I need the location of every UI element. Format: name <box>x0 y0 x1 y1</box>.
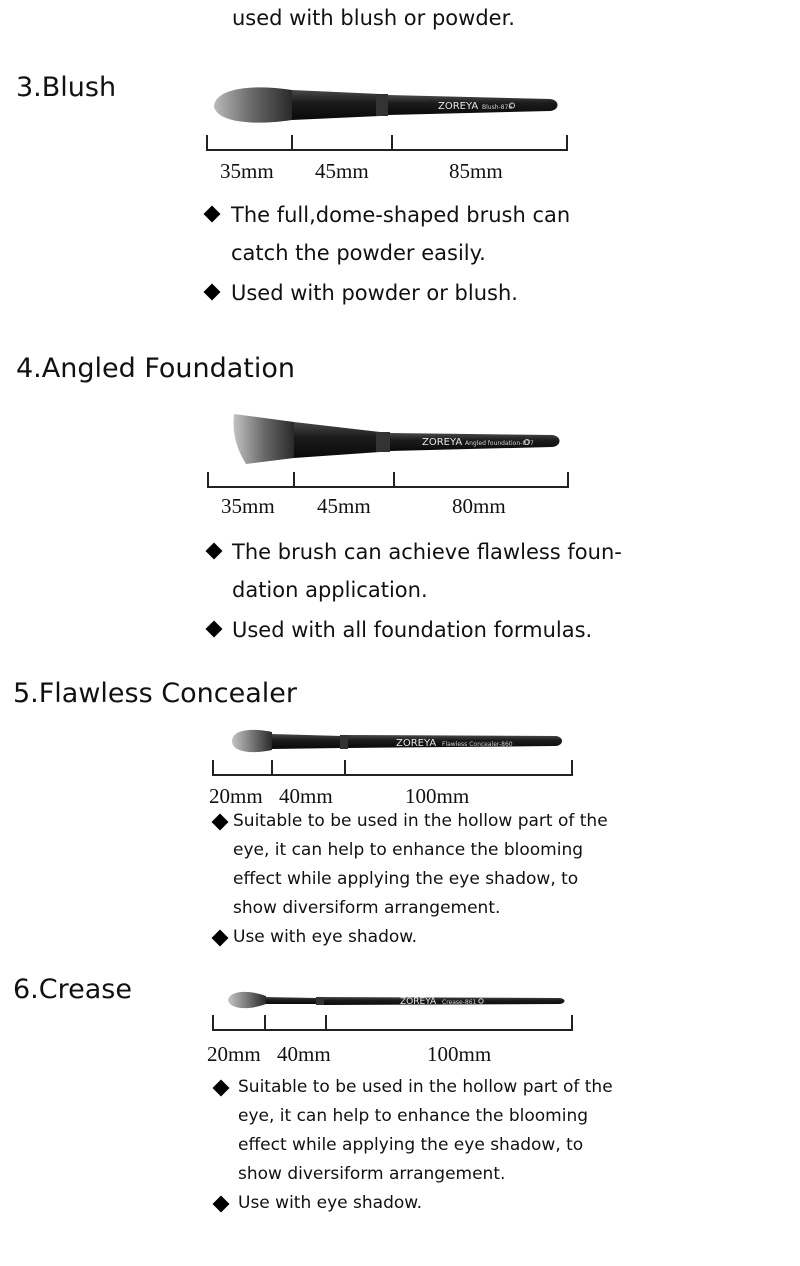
bullet-diamond-icon <box>213 1080 230 1097</box>
crease-measure-bristle: 20mm <box>207 1042 261 1066</box>
flawless-concealer-ruler <box>212 758 573 776</box>
blush-measure-handle: 85mm <box>449 159 503 183</box>
angled-foundation-measure-bristle: 35mm <box>221 494 275 518</box>
section-title-crease: 6.Crease <box>13 974 132 1005</box>
angled-foundation-measure-handle: 80mm <box>452 494 506 518</box>
blush-brand-label: ZOREYA <box>438 101 479 112</box>
angled-foundation-bullet-1: The brush can achieve flawless foun- dation application. <box>232 540 622 602</box>
bullet-diamond-icon <box>204 206 221 223</box>
blush-measure-ferrule: 45mm <box>315 159 369 183</box>
angled-foundation-ruler <box>207 470 569 488</box>
angled-foundation-ferrule <box>294 422 380 458</box>
angled-foundation-measure-ferrule: 45mm <box>317 494 371 518</box>
flawless-concealer-model-label: Flawless Concealer-860 <box>442 741 513 748</box>
crease-crimp <box>316 997 324 1005</box>
flawless-concealer-measure-bristle: 20mm <box>209 784 263 808</box>
crease-bullet-2: Use with eye shadow. <box>238 1193 423 1213</box>
blush-ferrule <box>292 90 380 120</box>
section-title-flawless-concealer: 5.Flawless Concealer <box>13 678 297 709</box>
bullet-diamond-icon <box>206 621 223 638</box>
bullet-diamond-icon <box>212 930 229 947</box>
blush-bullet-2: Used with powder or blush. <box>231 281 518 305</box>
angled-foundation-bristles <box>234 414 295 464</box>
crease-ferrule <box>266 997 318 1004</box>
angled-foundation-brand-label: ZOREYA <box>422 437 463 448</box>
bullet-diamond-icon <box>204 284 221 301</box>
angled-foundation-brush-image <box>230 408 564 468</box>
flawless-concealer-bullet-1: Suitable to be used in the hollow part of the eye, it can help to enhance the blooming effect while applying the eye shadow, to show diversiform arrangement. <box>233 811 608 918</box>
blush-model-label: Blush-876 <box>482 104 513 111</box>
crease-brand-label: ZOREYA <box>400 997 437 1007</box>
crease-measure-handle: 100mm <box>427 1042 492 1066</box>
flawless-concealer-brand-label: ZOREYA <box>396 738 437 749</box>
crease-ruler <box>212 1013 573 1031</box>
blush-bristles <box>214 87 292 122</box>
blush-bullet-1: The full,dome-shaped brush can catch the powder easily. <box>231 203 571 265</box>
blush-crimp <box>376 94 388 116</box>
flawless-concealer-measure-handle: 100mm <box>405 784 470 808</box>
crease-brush-image <box>226 988 568 1014</box>
section-title-blush: 3.Blush <box>16 72 117 103</box>
flawless-concealer-measure-ferrule: 40mm <box>279 784 333 808</box>
flawless-concealer-bristles <box>232 730 272 752</box>
section-title-angled-foundation: 4.Angled Foundation <box>16 353 296 384</box>
crease-bullet-1: Suitable to be used in the hollow part of the eye, it can help to enhance the blooming effect while applying the eye shadow, to show diversiform arrangement. <box>238 1077 613 1184</box>
angled-foundation-model-label: Angled foundation-877 <box>465 440 534 447</box>
crease-bristles <box>228 992 266 1008</box>
blush-brush-image <box>212 80 562 128</box>
flawless-concealer-crimp <box>340 735 348 749</box>
crease-measure-ferrule: 40mm <box>277 1042 331 1066</box>
bullet-diamond-icon <box>213 1196 230 1213</box>
angled-foundation-crimp <box>376 432 390 452</box>
blush-measure-bristle: 35mm <box>220 159 274 183</box>
blush-ruler <box>206 133 568 151</box>
flawless-concealer-ferrule <box>272 734 342 749</box>
flawless-concealer-bullet-2: Use with eye shadow. <box>233 927 418 947</box>
intro-text: used with blush or powder. <box>232 6 515 30</box>
bullet-diamond-icon <box>212 814 229 831</box>
flawless-concealer-brush-image <box>230 726 566 756</box>
angled-foundation-bullet-2: Used with all foundation formulas. <box>232 618 593 642</box>
bullet-diamond-icon <box>206 543 223 560</box>
crease-model-label: Crease-861 <box>442 999 477 1006</box>
